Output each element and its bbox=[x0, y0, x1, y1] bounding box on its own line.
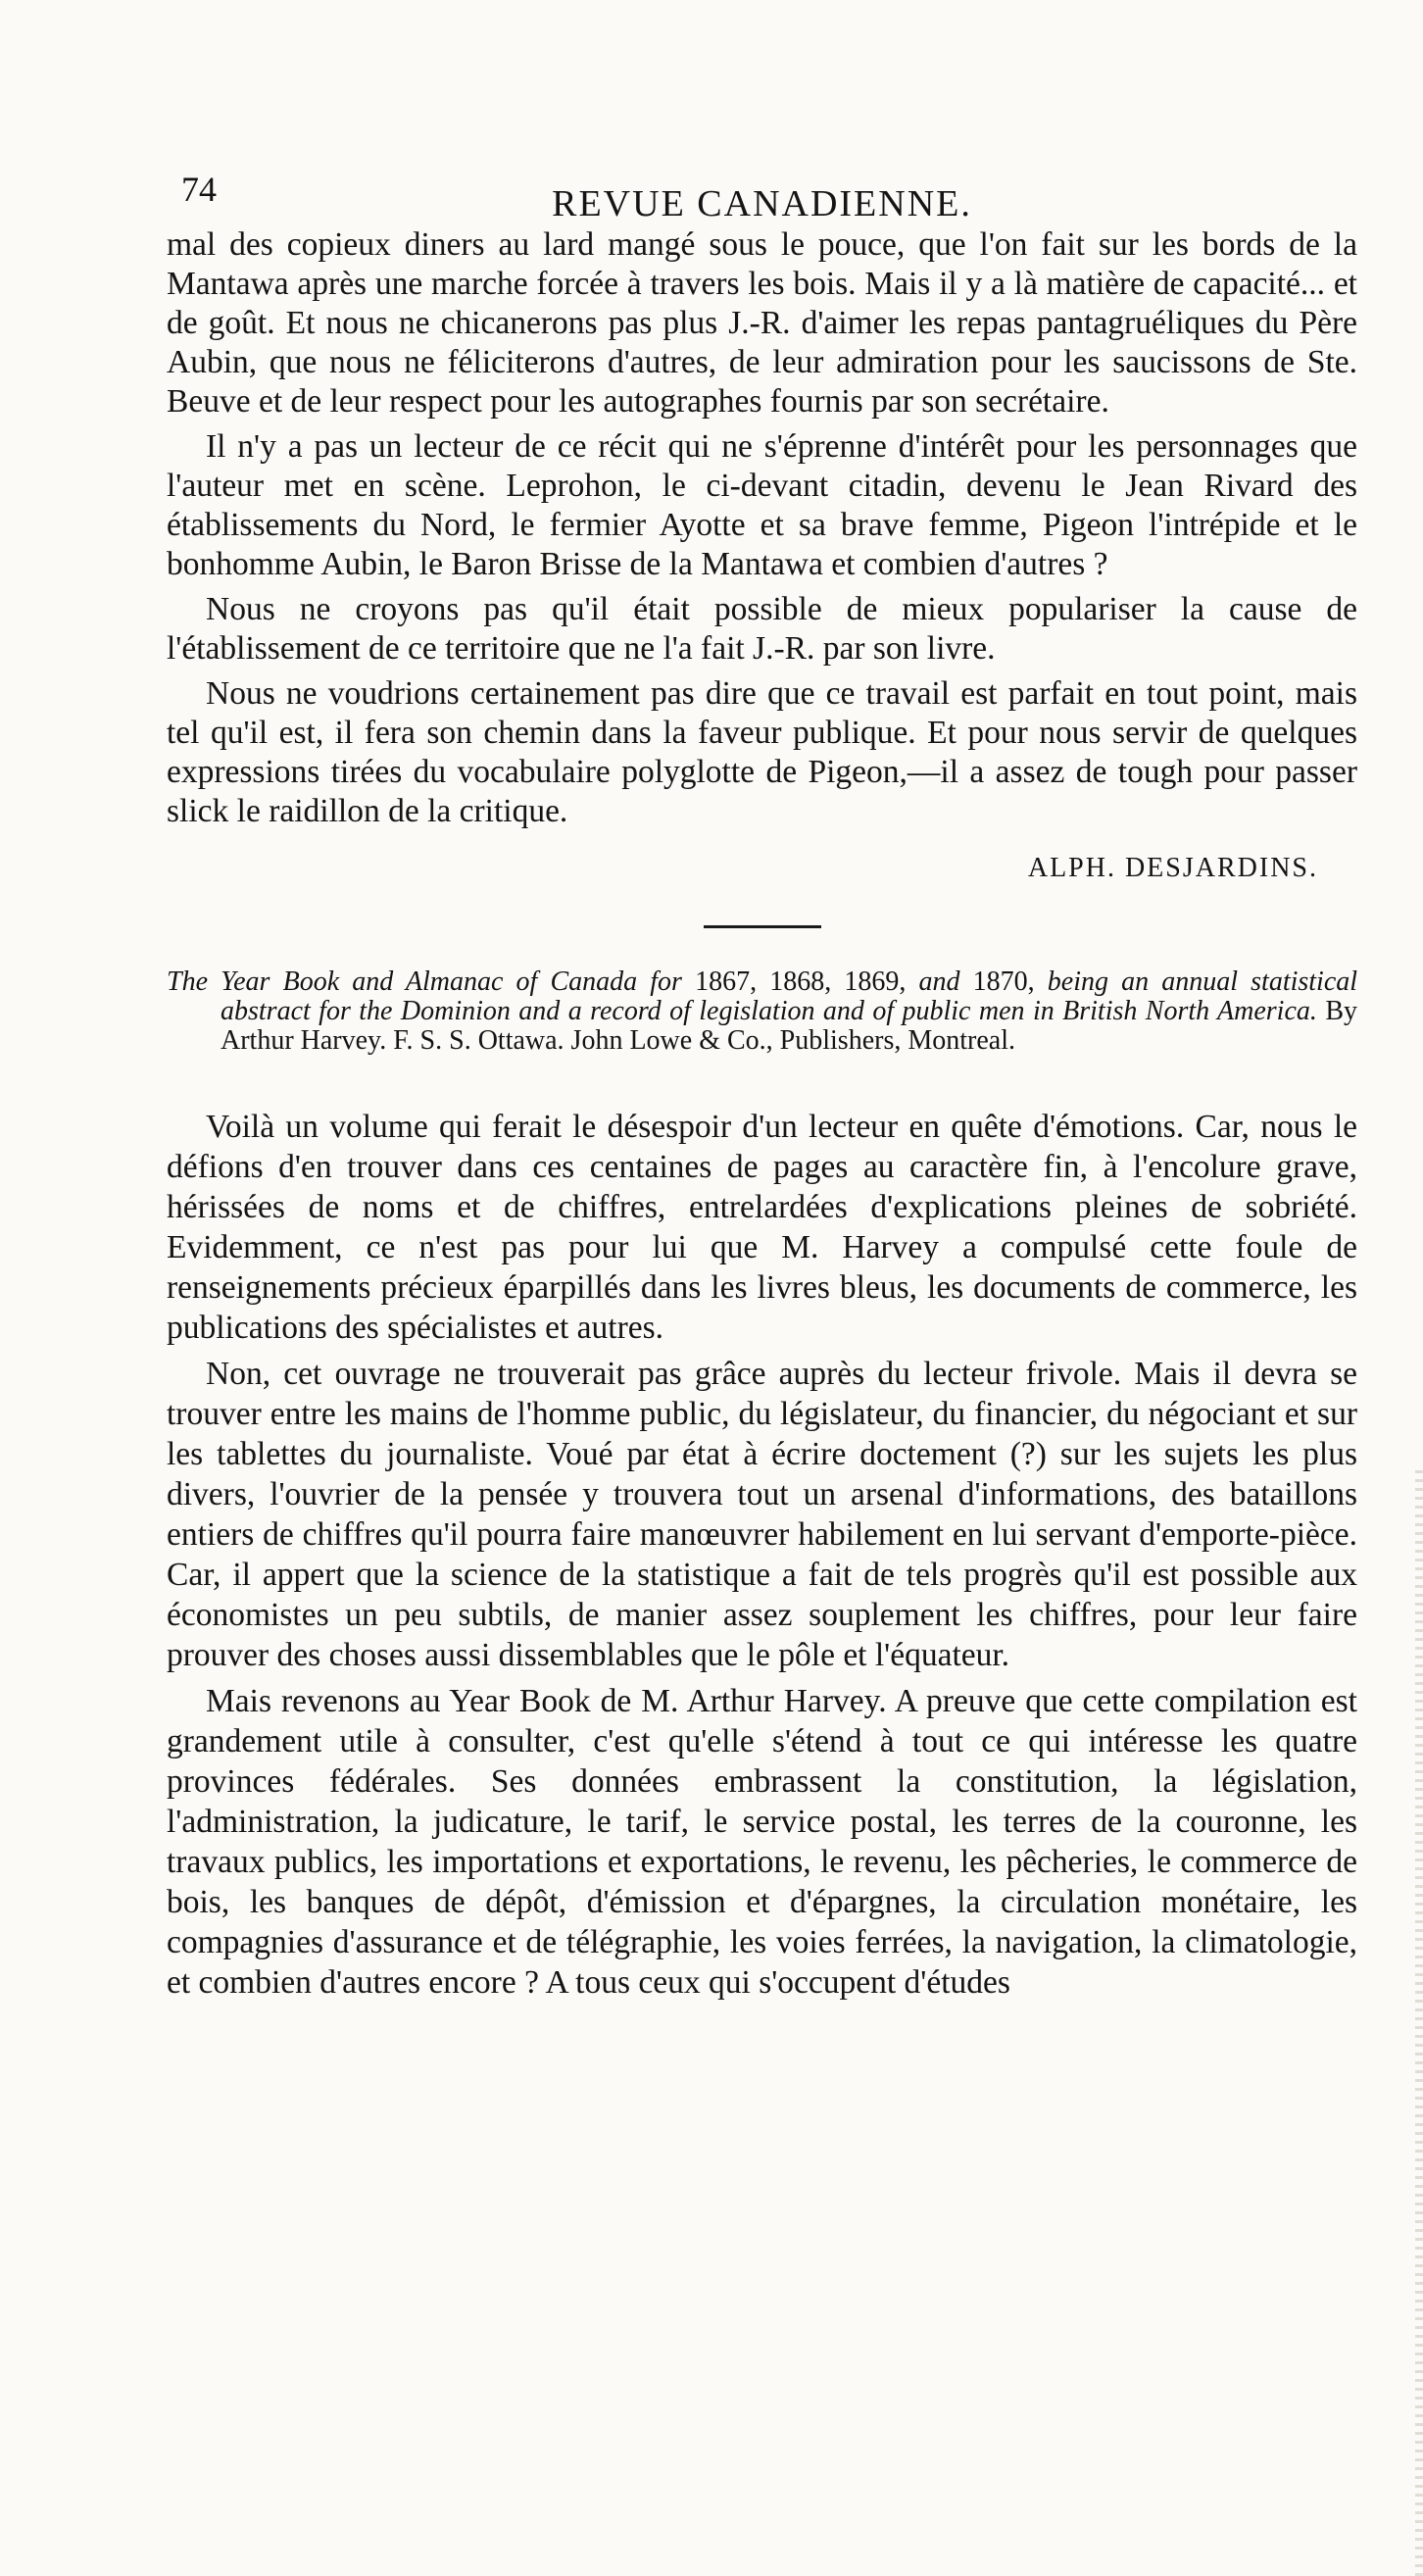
citation-subtitle: being an annual statistical abstract for the Dominion and a record of legislation and of public men in British North America. bbox=[221, 966, 1358, 1026]
paragraph: Nous ne voudrions certainement pas dire que ce travail est parfait en tout point, mais tel qu'il est, il fera son chemin dans la faveur publique. Et pour nous servir de quelques expressions tirées du vocabulaire polyglotte de Pigeon,—il a assez de tough pour passer slick le raidillon de la critique. bbox=[167, 675, 1357, 829]
page bbox=[167, 157, 1357, 2003]
review-body bbox=[167, 1107, 1357, 2003]
citation-publisher: By Arthur Harvey. F. S. S. Ottawa. John Lowe & Co., Publishers, Montreal. bbox=[221, 996, 1357, 1056]
scan-edge bbox=[1415, 1470, 1423, 2576]
paragraph: Voilà un volume qui ferait le désespoir d'un lecteur en quête d'émotions. Car, nous le défions d'en trouver dans ces centaines de pages au caractère fin, à l'encolure grave, hérissées de noms et de chiffres, entrelardées d'explications pleines de sobriété. Evidemment, ce n'est pas pour lui que M. Harvey a compulsé cette foule de renseignements précieux éparpillés dans les livres bleus, les documents de commerce, les publications des spécialistes et autres. bbox=[167, 1109, 1357, 1346]
citation-year-last: 1870, bbox=[972, 966, 1035, 997]
review-continued bbox=[167, 225, 1357, 831]
author-signature: ALPH. DESJARDINS. bbox=[1027, 853, 1318, 883]
paragraph: mal des copieux diners au lard mangé sous le pouce, que l'on fait sur les bords de la Mantawa après une marche forcée à travers les bois. Mais il y a là matière de capacité... et de goût. Et nous ne chicanerons pas plus J.-R. d'aimer les repas pantagruéliques du Père Aubin, que nous ne féliciterons d'autres, de leur admiration pour les saucissons de Ste. Beuve et de leur respect pour les autographes fournis par son secrétaire. bbox=[167, 226, 1357, 420]
paragraph: Il n'y a pas un lecteur de ce récit qui ne s'éprenne d'intérêt pour les personnages que l'auteur met en scène. Leprohon, le ci-devant citadin, devenu le Jean Rivard des établissements du Nord, le fermier Ayotte et sa brave femme, Pigeon l'intrépide et le bonhomme Aubin, le Baron Brisse de la Mantawa et combien d'autres ? bbox=[167, 428, 1357, 582]
page-header bbox=[167, 157, 1357, 225]
paragraph: Non, cet ouvrage ne trouverait pas grâce auprès du lecteur frivole. Mais il devra se trouver entre les mains de l'homme public, du législateur, du financier, du négociant et sur les tablettes du journaliste. Voué par état à écrire doctement (?) sur les sujets les plus divers, l'ouvrier de la pensée y trouvera tout un arsenal d'informations, des bataillons entiers de chiffres qu'il pourra faire manœuvrer habilement en lui servant d'emporte-pièce. Car, il appert que la science de la statistique a fait de tels progrès qu'il est possible aux économistes un peu subtils, de manier assez souplement les chiffres, pour leur faire prouver des choses aussi dissemblables que le pôle et l'équateur. bbox=[167, 1356, 1357, 1673]
page-number: 74 bbox=[181, 170, 217, 209]
citation-title: The Year Book and Almanac of Canada for bbox=[167, 966, 682, 997]
citation-years: 1867, 1868, 1869, bbox=[695, 966, 907, 997]
citation-and: and bbox=[918, 966, 960, 997]
running-title: REVUE CANADIENNE. bbox=[552, 183, 972, 224]
paragraph: Nous ne croyons pas qu'il était possible de mieux populariser la cause de l'établissement de ce territoire que ne l'a fait J.-R. par son livre. bbox=[167, 591, 1357, 667]
book-citation bbox=[167, 967, 1357, 1056]
paragraph: Mais revenons au Year Book de M. Arthur Harvey. A preuve que cette compilation est grandement utile à consulter, c'est qu'elle s'étend à tout ce qui intéresse les quatre provinces fédérales. Ses données embrassent la constitution, la législation, l'administration, la judicature, le tarif, le service postal, les terres de la couronne, les travaux publics, les importations et exportations, le revenu, les pêcheries, le commerce de bois, les banques de dépôt, d'émission et d'épargnes, la circulation monétaire, les compagnies d'assurance et de télégraphie, les voies ferrées, la navigation, la climatologie, et combien d'autres encore ? A tous ceux qui s'occupent d'études bbox=[167, 1683, 1357, 2001]
section-divider bbox=[704, 925, 821, 928]
